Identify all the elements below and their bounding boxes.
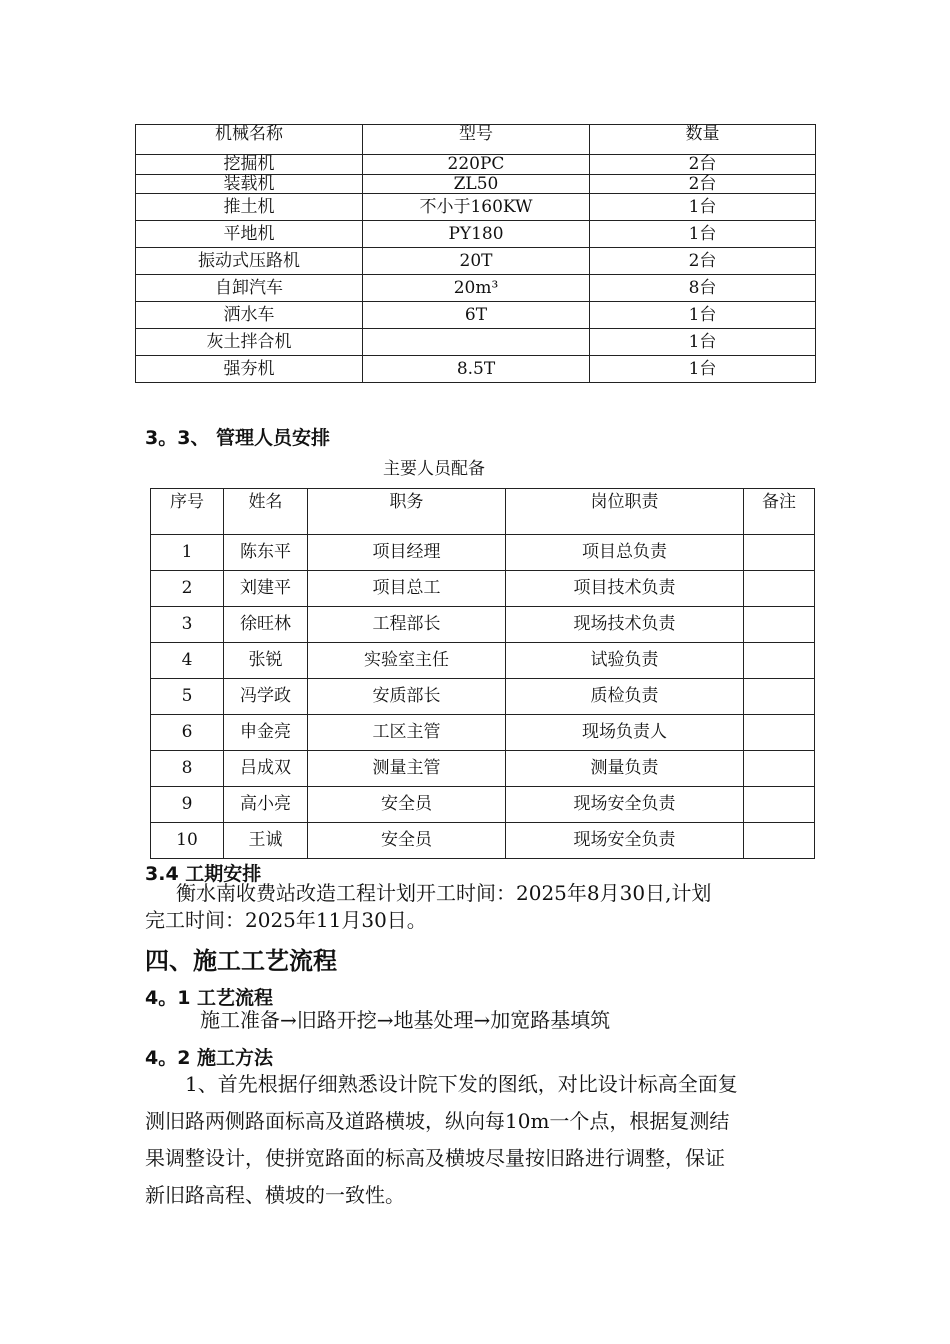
table-cell: 1 [151,535,224,571]
table-row [136,221,816,248]
table-row [136,194,816,221]
table-cell: 现场负责人 [506,715,744,751]
table-cell: 20T [363,248,590,275]
table-cell: 申金亮 [224,715,308,751]
table-cell: 试验负责 [506,643,744,679]
table-cell: 6 [151,715,224,751]
table-row [151,679,815,715]
table-cell [744,787,815,823]
header-cell: 型号 [363,125,590,155]
table-cell: 平地机 [136,221,363,248]
table-row [136,275,816,302]
table-cell: 质检负责 [506,679,744,715]
table-cell [744,535,815,571]
table-cell: 4 [151,643,224,679]
table-cell: 自卸汽车 [136,275,363,302]
table-row [136,329,816,356]
table-cell [363,329,590,356]
schedule-line-1: 衡水南收费站改造工程计划开工时间：2025年8月30日,计划 [176,881,712,905]
table-cell: 安全员 [308,823,506,859]
table-cell [744,823,815,859]
table-cell: 10 [151,823,224,859]
table-row [151,607,815,643]
method-line-4: 新旧路高程、横坡的一致性。 [145,1183,405,1207]
table-cell: 现场技术负责 [506,607,744,643]
table-cell: 装载机 [136,174,363,194]
table-cell: PY180 [363,221,590,248]
section-3-3-heading: 3。3、 管理人员安排 [145,427,331,449]
staff-table [150,488,815,859]
header-cell: 序号 [151,489,224,535]
table-cell: 测量主管 [308,751,506,787]
chapter-4-heading: 四、施工工艺流程 [145,947,337,975]
method-line-2: 测旧路两侧路面标高及道路横坡，纵向每10m一个点，根据复测结 [145,1109,730,1133]
header-cell: 岗位职责 [506,489,744,535]
table-cell: 安质部长 [308,679,506,715]
section-4-1-heading: 4。1 工艺流程 [145,987,274,1009]
header-cell: 备注 [744,489,815,535]
method-line-3: 果调整设计，使拼宽路面的标高及横坡尽量按旧路进行调整，保证 [145,1146,725,1170]
table-cell: 冯学政 [224,679,308,715]
table-cell: 不小于160KW [363,194,590,221]
table-cell: 徐旺林 [224,607,308,643]
table-cell: 8.5T [363,356,590,383]
table-cell: 推土机 [136,194,363,221]
table-cell: 8台 [590,275,816,302]
table-row [151,571,815,607]
table-cell: 工区主管 [308,715,506,751]
table-cell: 1台 [590,329,816,356]
table-cell [744,643,815,679]
table-row [151,823,815,859]
table-cell [744,715,815,751]
table-cell: 陈东平 [224,535,308,571]
table-row [136,302,816,329]
table-header-row [136,125,816,155]
table-row [136,155,816,175]
table-cell: 20m³ [363,275,590,302]
table-cell: 实验室主任 [308,643,506,679]
table-cell: 项目总负责 [506,535,744,571]
table-cell: 220PC [363,155,590,175]
header-cell: 数量 [590,125,816,155]
table-cell: 2台 [590,248,816,275]
table-row [151,715,815,751]
table-cell: 8 [151,751,224,787]
table-cell: 振动式压路机 [136,248,363,275]
header-cell: 职务 [308,489,506,535]
table-cell: ZL50 [363,174,590,194]
table-row [151,643,815,679]
table-cell: 挖掘机 [136,155,363,175]
process-flow-text: 施工准备→旧路开挖→地基处理→加宽路基填筑 [200,1008,611,1032]
table-cell: 2台 [590,174,816,194]
table-cell: 强夯机 [136,356,363,383]
table-header-row [151,489,815,535]
table-cell: 1台 [590,221,816,248]
table-row [151,535,815,571]
table-cell [744,679,815,715]
table-cell: 6T [363,302,590,329]
table-cell: 王诚 [224,823,308,859]
table-cell: 洒水车 [136,302,363,329]
table-cell: 2台 [590,155,816,175]
table-cell [744,607,815,643]
table-row [151,751,815,787]
table-cell: 现场安全负责 [506,787,744,823]
table-cell: 安全员 [308,787,506,823]
section-4-2-heading: 4。2 施工方法 [145,1047,274,1069]
method-line-1: 1、首先根据仔细熟悉设计院下发的图纸，对比设计标高全面复 [185,1072,738,1096]
table-cell: 1台 [590,194,816,221]
table-cell: 2 [151,571,224,607]
section-3-4-heading: 3.4 工期安排 [145,863,262,885]
table-cell: 1台 [590,356,816,383]
table-cell: 3 [151,607,224,643]
table-row [136,356,816,383]
staff-table-caption: 主要人员配备 [383,459,485,479]
table-row [136,174,816,194]
table-cell: 工程部长 [308,607,506,643]
table-cell: 张锐 [224,643,308,679]
table-cell [744,571,815,607]
table-cell: 项目技术负责 [506,571,744,607]
table-cell [744,751,815,787]
header-cell: 机械名称 [136,125,363,155]
header-cell: 姓名 [224,489,308,535]
machinery-table [135,124,816,383]
table-cell: 5 [151,679,224,715]
table-cell: 吕成双 [224,751,308,787]
table-cell: 项目经理 [308,535,506,571]
table-cell: 高小亮 [224,787,308,823]
schedule-line-2: 完工时间：2025年11月30日。 [145,908,427,932]
table-cell: 刘建平 [224,571,308,607]
table-cell: 项目总工 [308,571,506,607]
table-cell: 9 [151,787,224,823]
table-cell: 1台 [590,302,816,329]
table-cell: 测量负责 [506,751,744,787]
table-row [151,787,815,823]
table-cell: 灰土拌合机 [136,329,363,356]
table-cell: 现场安全负责 [506,823,744,859]
table-row [136,248,816,275]
